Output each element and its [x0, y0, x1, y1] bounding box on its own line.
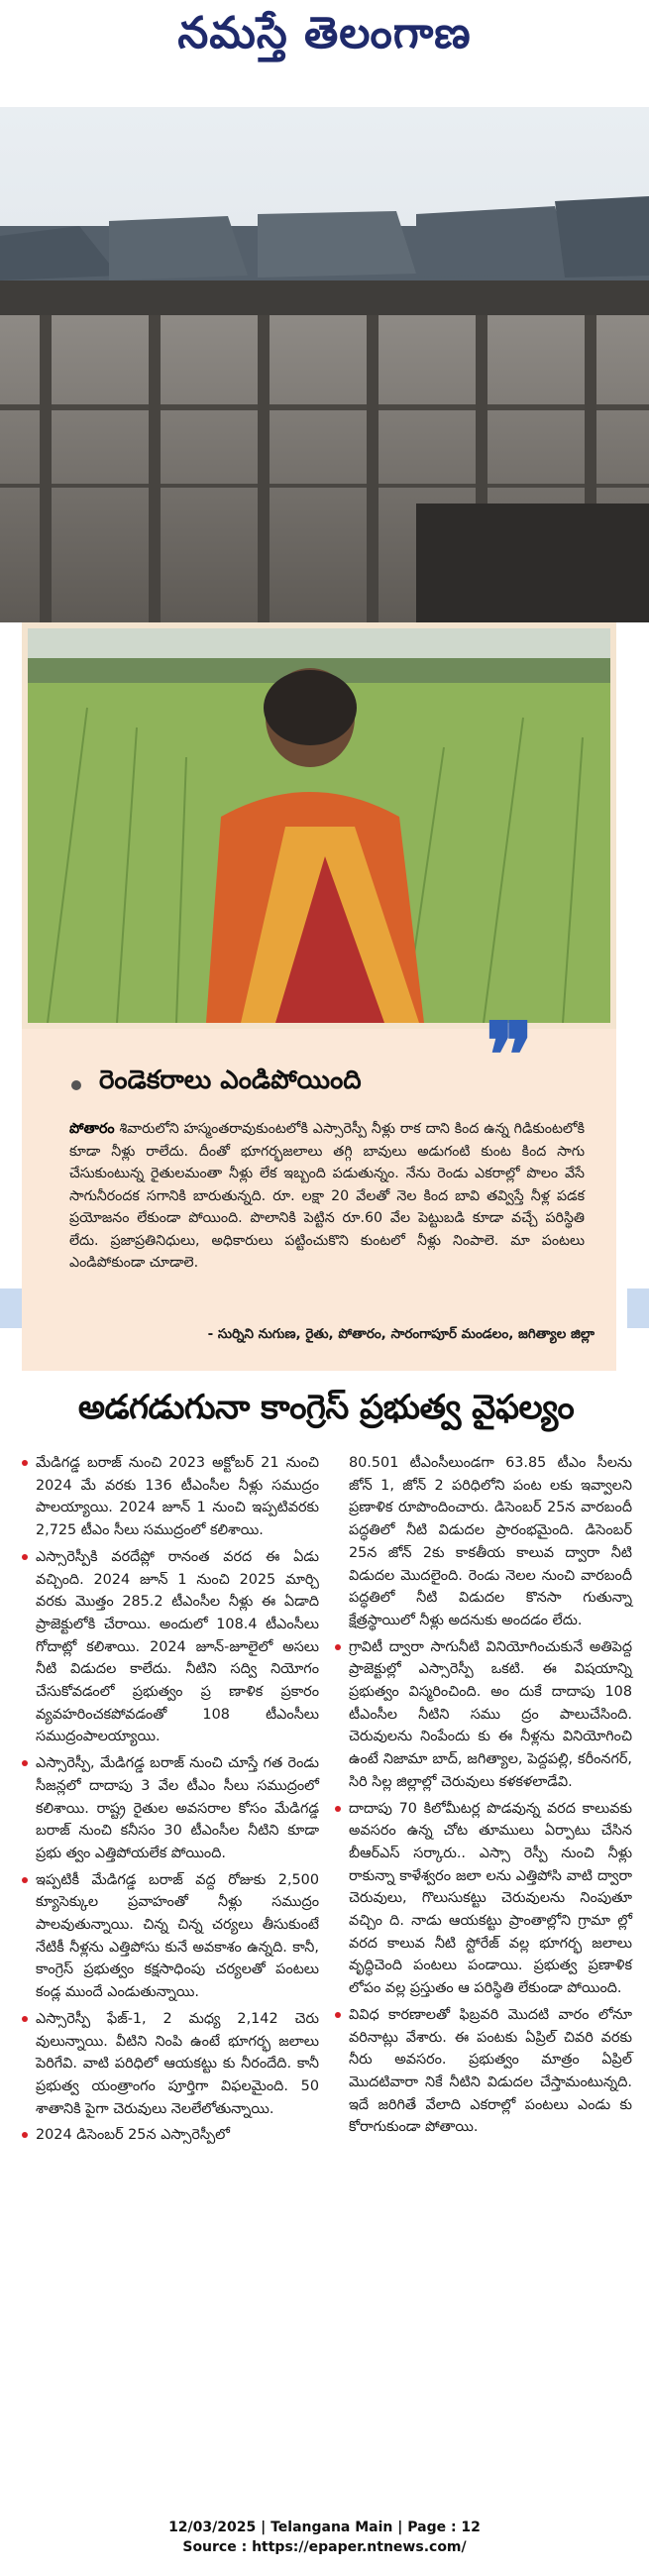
- list-item: ఎస్సారెస్పీ, మేడిగడ్డ బరాజ్ నుంచి చూస్తే గత రెండు సీజన్లలో దాదాపు 3 వేల టీఎం సీలు సముద్రంలో కలిశాయి. రాష్ట్ర రైతుల అవసరాల కోసం మేడిగడ్డ బరాజ్ నుంచి కనీసం 30 టీఎంసీల నీటిని కూడా ప్రభు త్వం ఎత్తిపోయలేక పోయింది.: [22, 1752, 319, 1865]
- list-item: ఎస్సారెస్పీకి వరదేప్లో రానంత వరద ఈ ఏడు వచ్చింది. 2024 జూన్ 1 నుంచి 2025 మార్చి వరకు మొత్తం 285.2 టీఎంసీల నీళ్లు ఈ ఏడాది ప్రాజెక్టులోకి చేరాయి. అందులో 108.4 టీఎంసీలు గోదాట్లో కలిశాయి. 2024 జూన్-జూలైలో అసలు నీటి విడుదల కాలేదు. నీటిని సద్వి నియోగం చేసుకోవడంలో ప్రభుత్వం ప్ర ణాళిక ప్రకారం వ్యవహరించకపోవడంతో 108 టీఎంసీలు సముద్రంపాలయ్యాయి.: [22, 1546, 319, 1748]
- side-strip-left: [0, 1288, 22, 1328]
- list-item: 80.501 టీఎంసీలుండగా 63.85 టీఎం సీలను జోన్ 1, జోన్ 2 పరిధిలోని పంట లకు ఇవ్వాలని ప్రణాళిక రూపొందించారు. డిసెంబర్ 25న వారబందీ పద్ధతిలో నీటి విడుదల ప్రారంభమైంది. డిసెంబర్ 25న జోన్ 2కు కాకతీయ కాలువ ద్వారా నీటి విడుదల మొదలైంది. రెండు నెలల నుంచి వారబందీ పద్ధతిలో నీటి విడుదల కొనసా గుతున్నా క్షేత్రస్థాయిలో నీళ్లు అదనుకు అందడం లేదు.: [349, 1455, 632, 1628]
- side-strip-right: [627, 1288, 649, 1328]
- quote-lead: పోతారం: [69, 1121, 115, 1137]
- footer-date-edition: 12/03/2025 | Telangana Main | Page : 12: [168, 2520, 481, 2535]
- quote-title: రెండెకరాలు ఎండిపోయింది: [99, 1065, 362, 1095]
- list-item: మేడిగడ్డ బరాజ్ నుంచి 2023 అక్టోబర్ 21 నుంచి 2024 మే వరకు 136 టీఎంసీల నీళ్లు సముద్రం పాలయ్యాయి. 2024 జూన్ 1 నుంచి ఇప్పటివరకు 2,725 టీఎం సీలు సముద్రంలో కలిశాయి.: [22, 1452, 319, 1542]
- quote-marks-icon: ❞: [486, 1003, 534, 1108]
- list-item: 2024 డిసెంబర్ 25న ఎస్సారెస్పీలో: [22, 2124, 319, 2147]
- list-item: ఎస్సారెస్పీ ఫేజ్-1, 2 మధ్య 2,142 చెరు వులున్నాయి. వీటిని నింపి ఉంటే భూగర్భ జలాలు పెరిగేవి. వాటి పరిధిలో ఆయకట్టు కు నీరందేది. కానీ ప్రభుత్వ యంత్రాంగం పూర్తిగా విఫలమైంది. 50 శాతానికి పైగా చెరువులు నెలలేలోతున్నాయి.: [22, 2008, 319, 2121]
- footer-source-link[interactable]: Source : https://epaper.ntnews.com/: [182, 2539, 467, 2555]
- article-headline: అడగడుగునా కాంగ్రెస్ ప్రభుత్వ వైఫల్యం: [77, 1388, 575, 1427]
- list-item: గ్రావిటీ ద్వారా సాగునీటి వినియోగించుకునే అతిపెద్ద ప్రాజెక్టుల్లో ఎస్సారెస్పీ ఒకటి. ఈ విషయాన్ని ప్రభుత్వం విస్మరించింది. అం దుకే దాదాపు 108 టీఎంసీల నీటిని సము ద్రం పాలుచేసింది. చెరువులను నింపేందు కు ఈ నీళ్లను వినియోగించి ఉంటే నిజామా బాద్, జగిత్యాల, పెద్దపల్లి, కరీంనగర్, సిరి సిల్ల జిల్లాల్లో చెరువులు కళకళలాడేవి.: [335, 1636, 632, 1794]
- list-item: వివిధ కారణాలతో ఫిబ్రవరి మొదటి వారం లోనూ వరినాట్లు వేశారు. ఈ పంటకు ఏప్రిల్ చివరి వరకు నీరు అవసరం. ప్రభుత్వం మాత్రం ఏప్రిల్ మొదటివారా నికే నీటిని విడుదల చేస్తామంటున్నది. ఇదే జరిగితే వేలాది ఎకరాల్లో పంటలు ఎండు కు కోరాగుకుండా పోతాయి.: [335, 2004, 632, 2139]
- list-item: ఇప్పటికీ మేడిగడ్డ బరాజ్ వద్ద రోజుకు 2,500 క్యూసెక్కుల ప్రవాహంతో నీళ్లు సముద్రం పాలవుతున్నాయి. చిన్న చిన్న చర్యలు తీసుకుంటే నేటికీ నీళ్లను ఎత్తిపోసు కునే అవకాశం ఉన్నది. కానీ, కాంగ్రెస్ ప్రభుత్వం కక్షసాధింపు చర్యలతో పంటలు కండ్ల ముందే ఎండుతున్నాయి.: [22, 1869, 319, 2004]
- quote-byline: - సుర్నిని నుగుణ, రైతు, పోతారం, సారంగాపూర్ మండలం, జగిత్యాల జిల్లా: [207, 1326, 595, 1342]
- bullet-dot-icon: [71, 1080, 81, 1090]
- newspaper-masthead: నమస్తే తెలంగాణ: [177, 8, 472, 58]
- right-column: [335, 1452, 632, 2143]
- list-item: దాదాపు 70 కిలోమీటర్ల పొడవున్న వరద కాలువకు అవసరం ఉన్న చోట తూములు ఏర్పాటు చేసిన బీఆర్ఎస్ సర్కారు.. ఎస్సా రెస్పీ నుంచి నీళ్లు రాకున్నా కాళేశ్వరం జలా లను ఎత్తిపోసి వాటి ద్వారా చెరువులు, గొలుసుకట్టు చెరువులను నింపుతూ వచ్చిం ది. నాడు ఆయకట్టు ప్రాంతాల్లోని గ్రామా ల్లో వరద కాలువ నీటి స్టోరేజ్ వల్ల భూగర్భ జలాలు వృద్ధిచెంది పంటలు పండాయి. ప్రభుత్వ ప్రణాళిక లోపం వల్ల ప్రస్తుతం ఆ పరిస్థితి లేకుండా పోయింది.: [335, 1798, 632, 2000]
- page-footer: [0, 2518, 649, 2557]
- quote-body-text: శివారులోని హస్మంతరావుకుంటలోకి ఎస్సారెస్పీ నీళ్లు రాక దాని కింద ఉన్న గిడికుంటలోకి కూడా నీళ్లు రాలేదు. దీంతో భూగర్భజలాలు తగ్గి బావులు అడుగంటి కుంట కింద సాగు చేసుకుంటున్న రైతులమంతా నీళ్లు లేక ఇబ్బంది పడుతున్నం. నేను రెండు ఎకరాల్లో పొలం వేసే సాగునీరందక సగానికి బారుతున్నది. రూ. లక్షా 20 వేలతో నెల కింద బావి తవ్విస్తే నీళ్ల పడక ప్రయోజనం లేకుండా పోయింది. పొలానికి పెట్టిన రూ.60 వేల పెట్టుబడి కూడా వచ్చే పరిస్థితి లేదు. ప్రజాప్రతినిధులు, అధికారులు పట్టించుకొని కుంటలో నీళ్లు నింపాలె. మా పంటలు ఎండిపోకుండా చూడాలె.: [69, 1121, 585, 1271]
- farmer-woman-photo: [22, 622, 616, 1029]
- left-column: [22, 1452, 319, 2151]
- quote-body: [69, 1118, 585, 1275]
- dam-photo: [0, 107, 649, 622]
